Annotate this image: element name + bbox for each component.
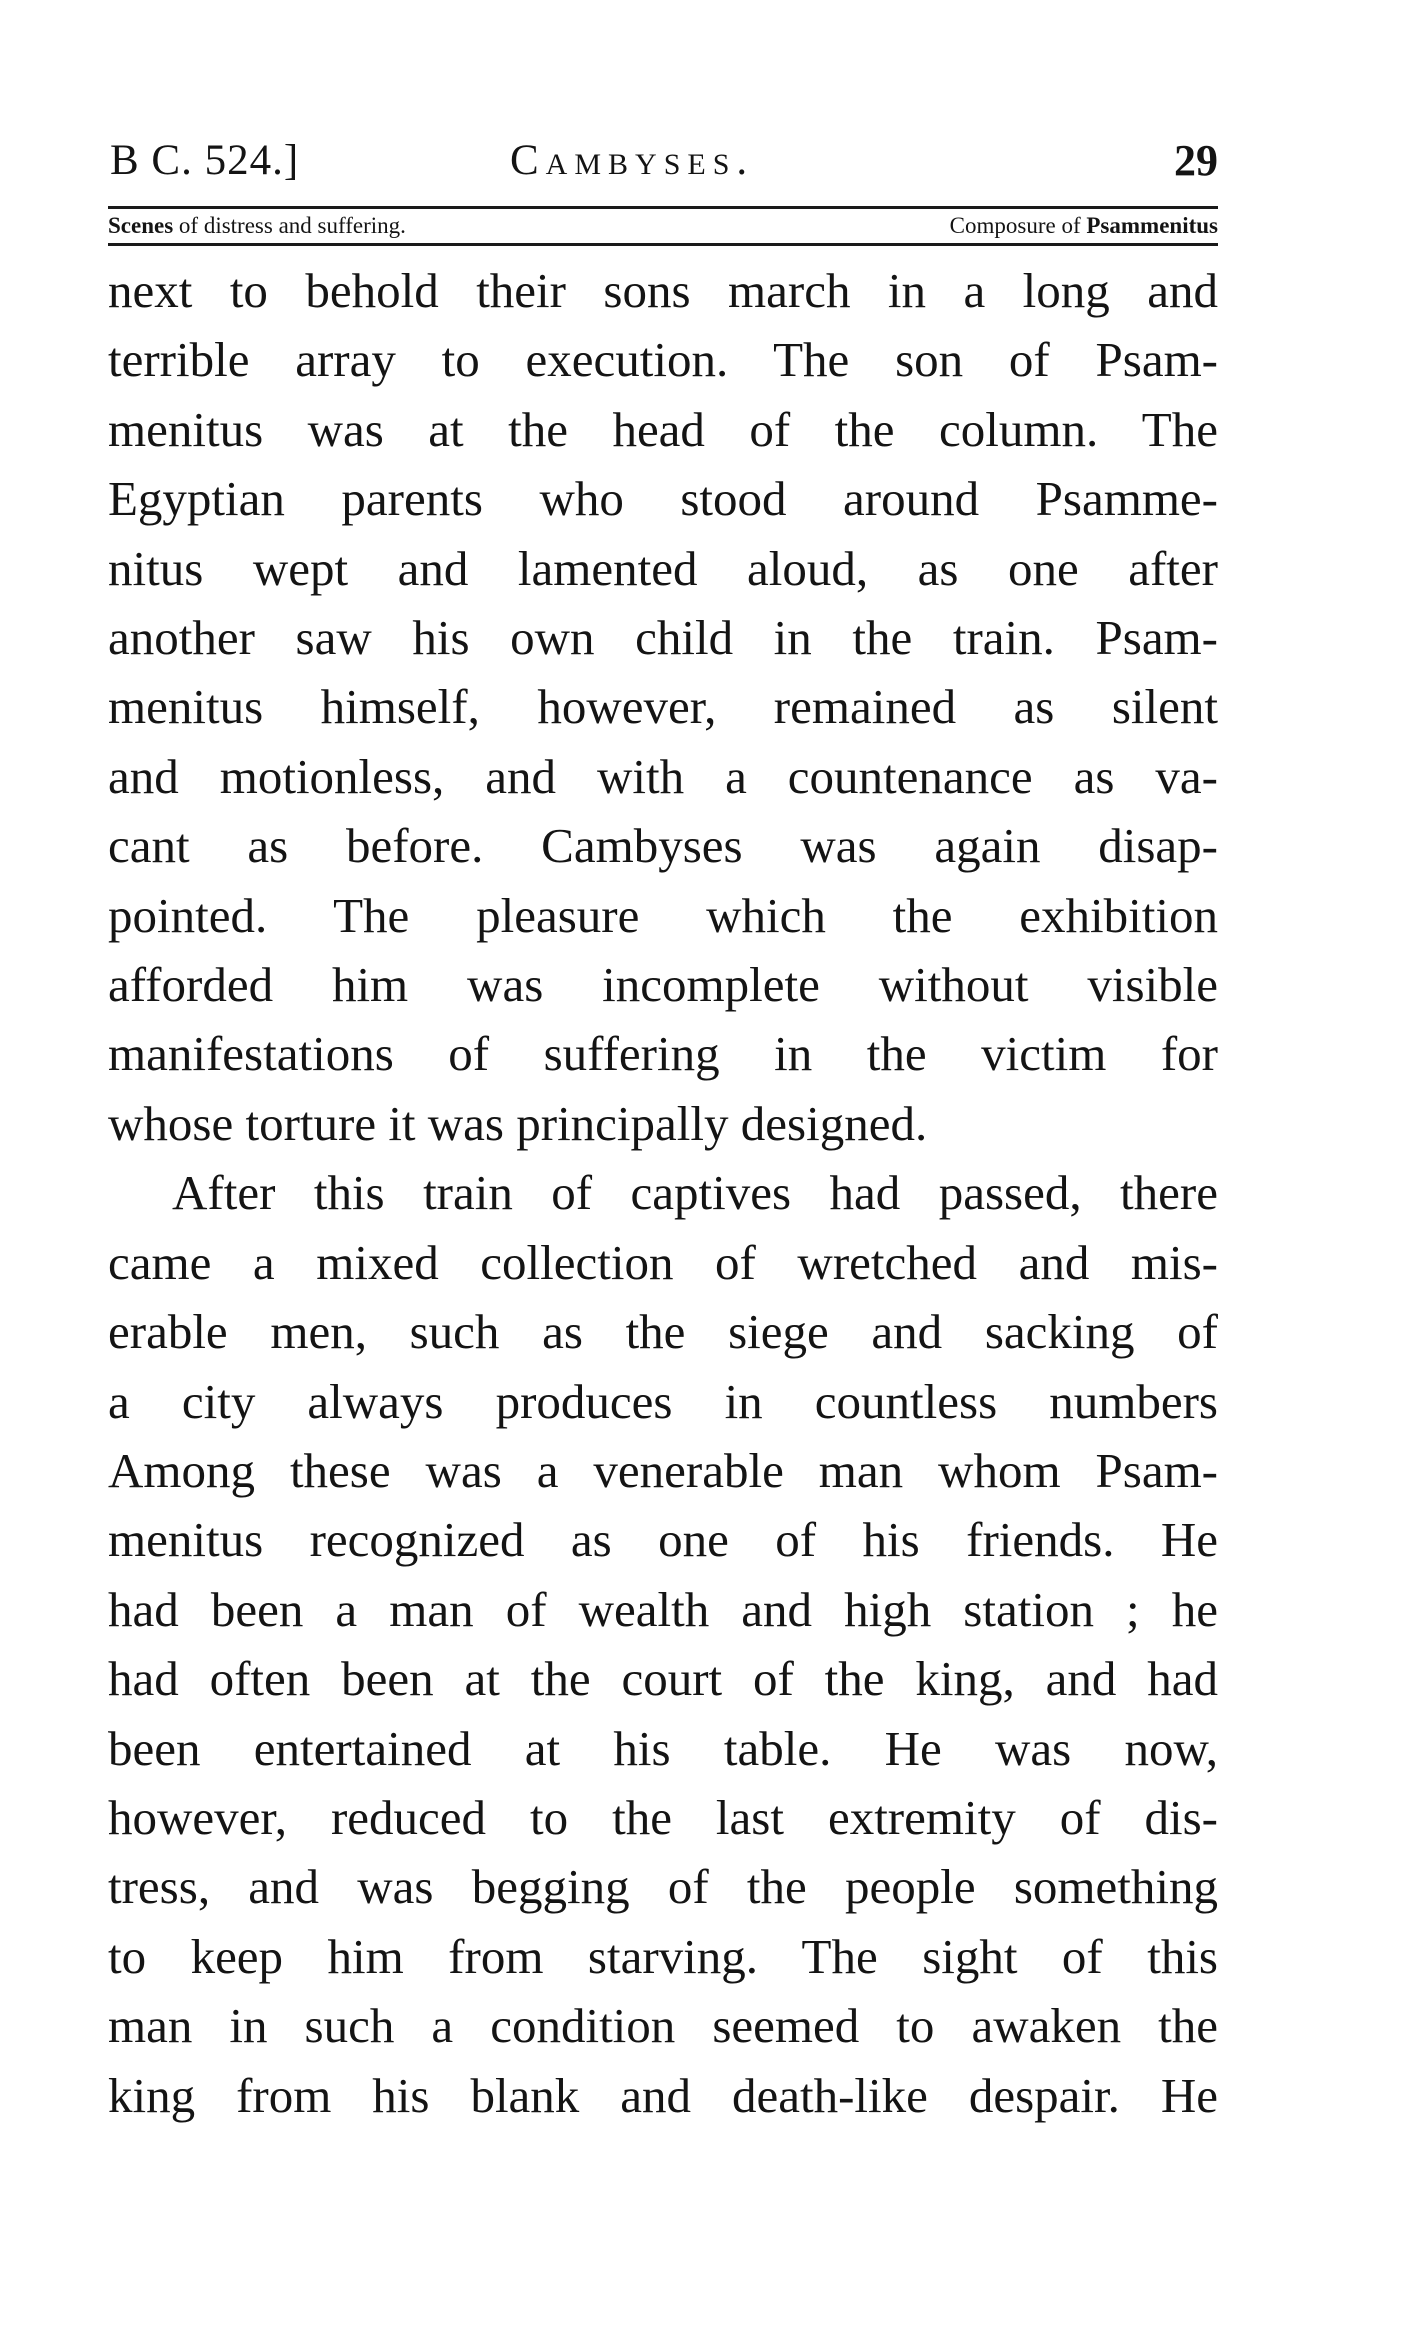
- subhead-right-bold: Psammenitus: [1086, 213, 1218, 238]
- text-line: another saw his own child in the train. Psam-: [108, 610, 1218, 666]
- subhead-right: [950, 209, 1218, 243]
- text-line: cant as before. Cambyses was again disap-: [108, 818, 1218, 874]
- subhead-left-text: of distress and suffering.: [173, 213, 406, 238]
- text-line: nitus wept and lamented aloud, as one after: [108, 540, 1218, 596]
- header-rule-bottom: [108, 243, 1218, 246]
- text-line: had been a man of wealth and high station ; he: [108, 1581, 1218, 1637]
- text-line: had often been at the court of the king, and had: [108, 1651, 1218, 1707]
- text-line: a city always produces in countless numbers: [108, 1373, 1218, 1429]
- text-line: After this train of captives had passed, there: [172, 1165, 1218, 1221]
- text-line: however, reduced to the last extremity of dis-: [108, 1789, 1218, 1845]
- text-line: erable men, such as the siege and sacking of: [108, 1304, 1218, 1360]
- subhead-left-bold: Scenes: [108, 213, 174, 238]
- text-line: whose torture it was principally designed.: [108, 1095, 928, 1151]
- text-line: Egyptian parents who stood around Psamme-: [108, 471, 1218, 527]
- text-line: menitus himself, however, remained as silent: [108, 679, 1218, 735]
- subhead-left: [108, 209, 406, 243]
- subhead-right-text: Composure of: [949, 213, 1087, 238]
- marginal-subheads: [108, 209, 1218, 243]
- text-line: been entertained at his table. He was now,: [108, 1720, 1218, 1776]
- paragraph-2: [108, 1158, 1218, 2130]
- text-line: next to behold their sons march in a long and: [108, 263, 1218, 318]
- text-line: menitus was at the head of the column. The: [108, 401, 1218, 457]
- text-line: tress, and was begging of the people something: [108, 1859, 1218, 1915]
- text-line: came a mixed collection of wretched and mis-: [108, 1234, 1218, 1290]
- running-head-date: B C. 524.]: [110, 137, 300, 184]
- paragraph-1: [108, 256, 1218, 1158]
- text-line: terrible array to execution. The son of Psam-: [108, 332, 1218, 388]
- text-line: man in such a condition seemed to awaken the: [108, 1998, 1218, 2054]
- running-head: [108, 130, 1218, 192]
- text-line: afforded him was incomplete without visible: [108, 957, 1218, 1013]
- running-head-title: Cambyses.: [510, 137, 755, 184]
- text-line: pointed. The pleasure which the exhibition: [108, 887, 1218, 943]
- body-text: [108, 256, 1218, 2130]
- text-line: to keep him from starving. The sight of this: [108, 1928, 1218, 1984]
- text-line: Among these was a venerable man whom Psam-: [108, 1442, 1218, 1498]
- text-line: menitus recognized as one of his friends. He: [108, 1512, 1218, 1568]
- text-line: and motionless, and with a countenance as va-: [108, 748, 1218, 804]
- page-number: 29: [1174, 136, 1218, 185]
- book-page: [108, 130, 1218, 2130]
- text-line: manifestations of suffering in the victim for: [108, 1026, 1218, 1082]
- text-line: king from his blank and death-like despair. He: [108, 2067, 1218, 2123]
